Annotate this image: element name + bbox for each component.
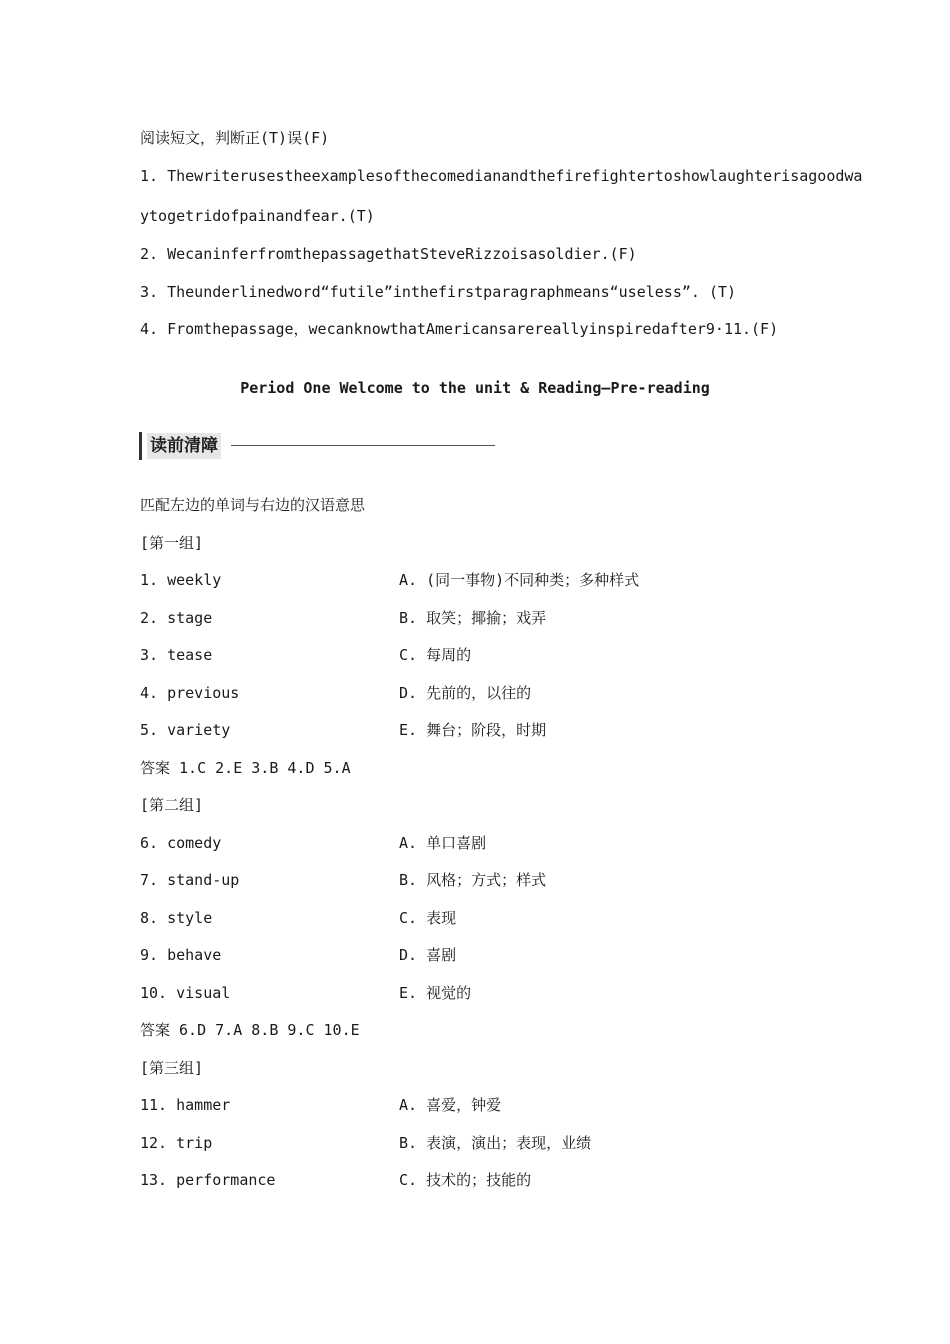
group-1-meaning-d: D. 先前的，以往的 [399, 684, 532, 702]
group-1-word-3: 3. tease [140, 646, 213, 664]
group-3-word-11: 11. hammer [140, 1096, 231, 1114]
group-2-title: [第二组] [140, 796, 204, 814]
group-3-meaning-c: C. 技术的；技能的 [399, 1171, 532, 1189]
group-1-meaning-e: E. 舞台；阶段，时期 [399, 721, 547, 739]
group-1-word-5: 5. variety [140, 721, 231, 739]
judge-item-4: 4. Fromthepassage，wecanknowthatAmericansarereallyinspiredafter9·11.(F) [140, 320, 779, 338]
group-3-title: [第三组] [140, 1059, 204, 1077]
group-2-meaning-b: B. 风格；方式；样式 [399, 871, 547, 889]
group-1-meaning-b: B. 取笑；揶揄；戏弄 [399, 609, 547, 627]
group-2-word-10: 10. visual [140, 984, 231, 1002]
group-1-meaning-a: A. (同一事物)不同种类；多种样式 [399, 571, 640, 589]
judge-item-1: 1. Thewriterusestheexamplesofthecomedianandthefirefightertoshowlaughterisagoodwa [140, 167, 863, 185]
group-1-answer: 答案 1.C 2.E 3.B 4.D 5.A [140, 759, 351, 777]
group-2-answer: 答案 6.D 7.A 8.B 9.C 10.E [140, 1021, 360, 1039]
group-2-meaning-a: A. 单口喜剧 [399, 834, 487, 852]
group-2-meaning-c: C. 表现 [399, 909, 457, 927]
match-instruction: 匹配左边的单词与右边的汉语意思 [140, 496, 366, 514]
section-label: 读前清障 [147, 433, 221, 459]
group-1-word-1: 1. weekly [140, 571, 222, 589]
group-1-word-2: 2. stage [140, 609, 213, 627]
judge-item-2: 2. WecaninferfromthepassagethatSteveRizzoisasoldier.(F) [140, 245, 637, 263]
group-2-meaning-d: D. 喜剧 [399, 946, 457, 964]
group-3-word-12: 12. trip [140, 1134, 213, 1152]
group-2-word-8: 8. style [140, 909, 213, 927]
judge-item-1-cont: ytogetridofpainandfear.(T) [140, 207, 375, 225]
group-3-word-13: 13. performance [140, 1171, 276, 1189]
group-1-meaning-c: C. 每周的 [399, 646, 472, 664]
group-1-word-4: 4. previous [140, 684, 240, 702]
judge-instruction: 阅读短文，判断正(T)误(F) [140, 129, 330, 147]
section-header [139, 432, 499, 460]
section-marker [139, 432, 142, 460]
group-3-meaning-b: B. 表演，演出；表现，业绩 [399, 1134, 592, 1152]
judge-item-3: 3. Theunderlinedword“futile”inthefirstparagraphmeans“useless”. (T) [140, 283, 737, 301]
section-rule [231, 445, 495, 446]
group-1-title: [第一组] [140, 534, 204, 552]
group-3-meaning-a: A. 喜爱，钟爱 [399, 1096, 502, 1114]
group-2-word-7: 7. stand-up [140, 871, 240, 889]
group-2-meaning-e: E. 视觉的 [399, 984, 472, 1002]
period-title: Period One Welcome to the unit & Reading—Pre-reading [240, 379, 710, 397]
group-2-word-9: 9. behave [140, 946, 222, 964]
group-2-word-6: 6. comedy [140, 834, 222, 852]
